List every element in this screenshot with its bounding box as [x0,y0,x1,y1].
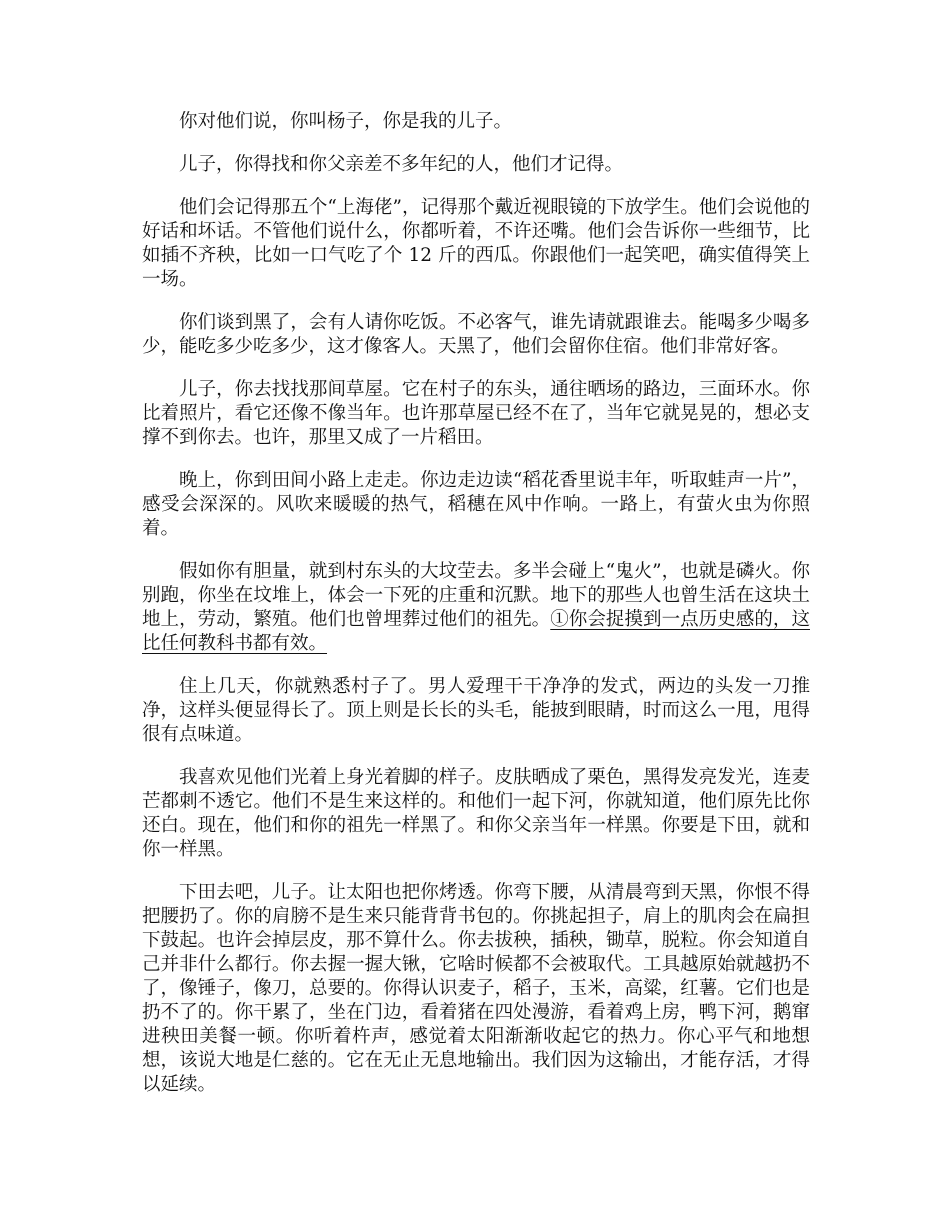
paragraph-3: 他们会记得那五个“上海佬”，记得那个戴近视眼镜的下放学生。他们会说他的好话和坏话。不管他们说什么，你都听着，不许还嘴。他们会告诉你一些细节，比如插不齐秧，比如一口气吃了个 12 斤的西瓜。你跟他们一起笑吧，确实值得笑上一场。 [142,197,810,290]
paragraph-9: 我喜欢见他们光着上身光着脚的样子。皮肤晒成了栗色，黑得发亮发光，连麦芒都刺不透它。他们不是生来这样的。和他们一起下河，你就知道，他们原先比你还白。现在，他们和你的祖先一样黑了。和你父亲当年一样黑。你要是下田，就和你一样黑。 [142,767,810,860]
paragraph-2: 儿子，你得找和你父亲差不多年纪的人，他们才记得。 [179,154,624,175]
paragraph-4: 你们谈到黑了，会有人请你吃饭。不必客气，谁先请就跟谁去。能喝多少喝多少，能吃多少吃多少，这才像客人。天黑了，他们会留你住宿。他们非常好客。 [142,312,810,357]
paragraph-8: 住上几天，你就熟悉村子了。男人爱理干干净净的发式，两边的头发一刀推净，这样头便显得长了。顶上则是长长的头毛，能披到眼睛，时而这么一甩，甩得很有点味道。 [142,676,810,745]
paragraph-6: 晚上，你到田间小路上走走。你边走边读“稻花香里说丰年，听取蛙声一片”，感受会深深的。风吹来暖暖的热气，稻穗在风中作响。一路上，有萤火虫为你照着。 [142,470,810,539]
paragraph-7 [142,560,810,656]
paragraph-7-text: 假如你有胆量，就到村东头的大坟茔去。多半会碰上“鬼火”，也就是磷火。你别跑，你坐在坟堆上，体会一下死的庄重和沉默。地下的那些人也曾生活在这块土地上，劳动，繁殖。他们也曾埋葬过他们的祖先。 [142,561,810,630]
paragraph-1: 你对他们说，你叫杨子，你是我的儿子。 [179,111,513,132]
paragraph-10: 下田去吧，儿子。让太阳也把你烤透。你弯下腰，从清晨弯到天黑，你恨不得把腰扔了。你的肩膀不是生来只能背背书包的。你挑起担子，肩上的肌肉会在扁担下鼓起。也许会掉层皮，那不算什么。你去拔秧，插秧，锄草，脱粒。你会知道自己并非什么都行。你去握一握大锹，它啥时候都不会被取代。工具越原始就越扔不了，像锤子，像刀，总要的。你得认识麦子，稻子，玉米，高粱，红薯。它们也是扔不了的。你干累了，坐在门边，看着猪在四处漫游，看着鸡上房，鸭下河，鹅窜进秧田美餐一顿。你听着杵声，感觉着太阳渐渐收起它的热力。你心平气和地想想，该说大地是仁慈的。它在无止无息地输出。我们因为这输出，才能存活，才得以延续。 [142,882,810,1095]
document-body [142,110,810,1116]
underlined-sentence-1: ①你会捉摸到一点历史感的，这比任何教科书都有效。 [142,609,810,654]
paragraph-5: 儿子，你去找找那间草屋。它在村子的东头，通往晒场的路边，三面环水。你比着照片，看它还像不像当年。也许那草屋已经不在了，当年它就晃晃的，想必支撑不到你去。也许，那里又成了一片稻田。 [142,379,810,448]
